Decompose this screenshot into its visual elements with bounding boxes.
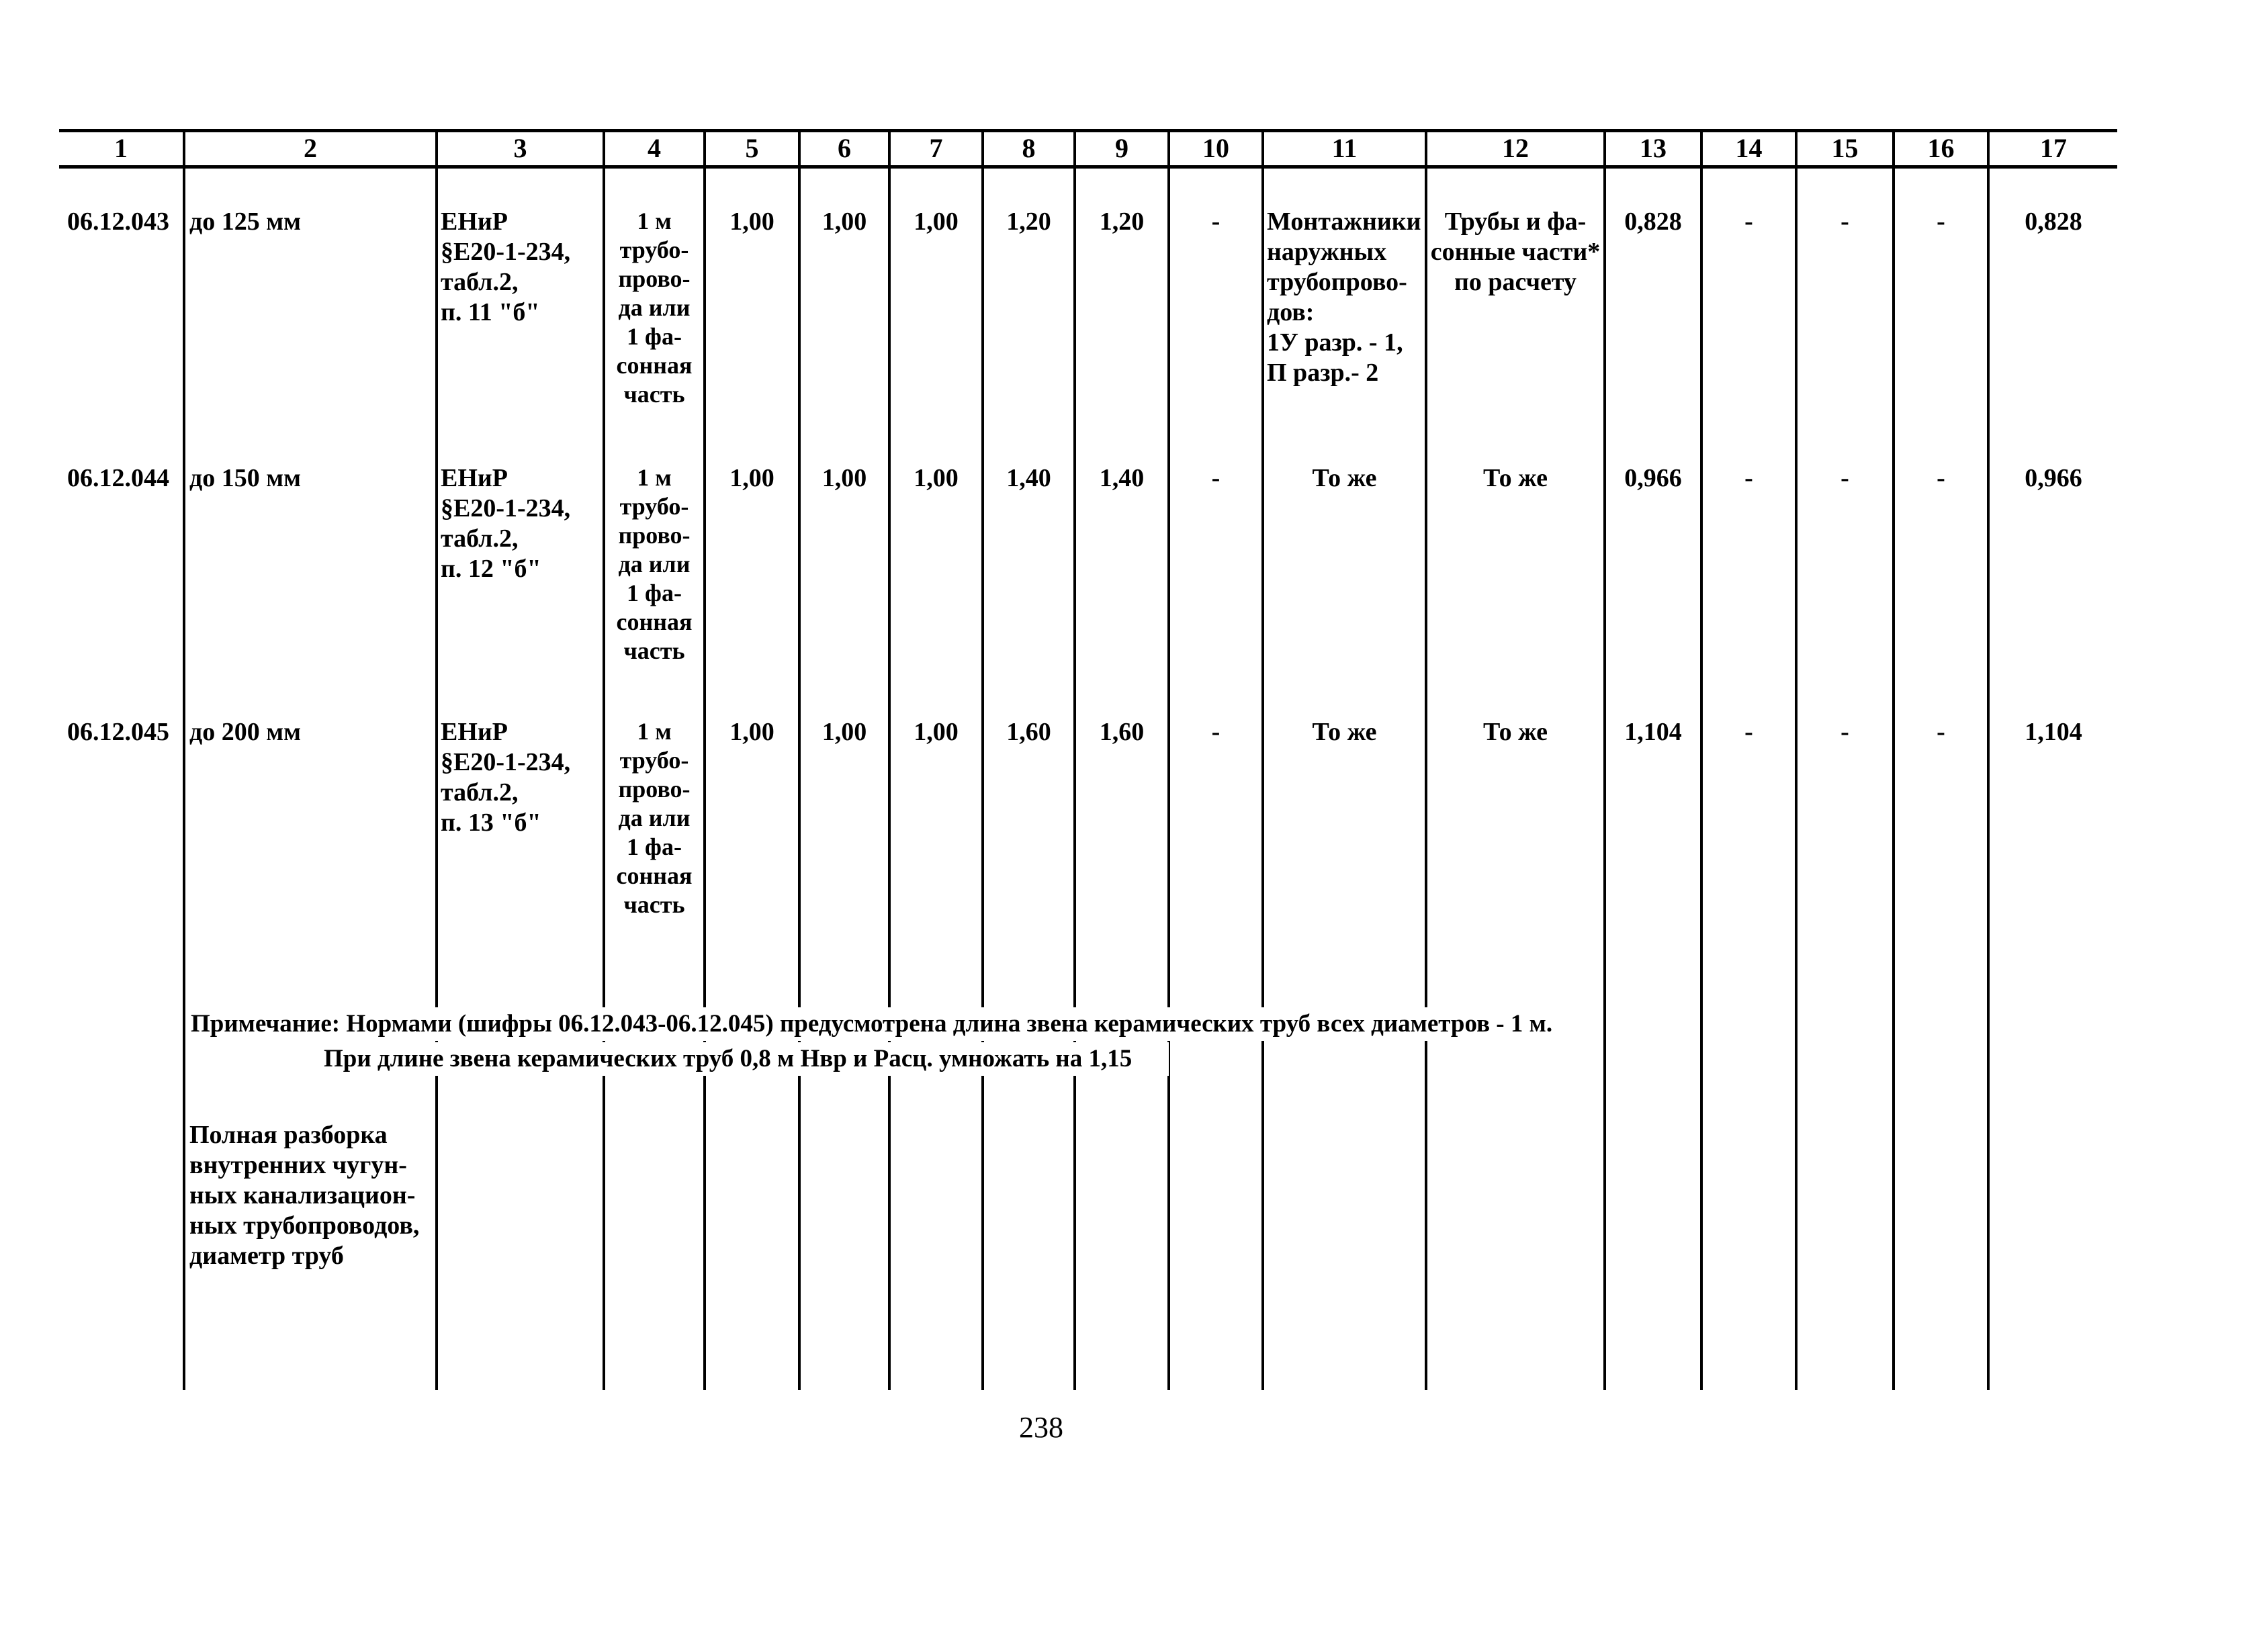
crew-composition: То же bbox=[1312, 718, 1377, 746]
labor-13: 0,828 bbox=[1624, 208, 1682, 236]
column-header: 17 bbox=[2040, 133, 2067, 163]
column-header: 6 bbox=[838, 133, 851, 163]
column-header: 13 bbox=[1640, 133, 1667, 163]
column-header: 8 bbox=[1022, 133, 1036, 163]
column-header: 10 bbox=[1202, 133, 1229, 163]
labor-13: 1,104 bbox=[1624, 718, 1682, 746]
column-header: 11 bbox=[1331, 133, 1358, 163]
crew-composition: Монтажники наружных трубопрово- дов: 1У разр. - 1, П разр.- 2 bbox=[1267, 208, 1421, 387]
coefficient-5: 1,00 bbox=[729, 464, 774, 492]
coefficient-10: - bbox=[1211, 208, 1221, 236]
column-divider bbox=[1892, 129, 1895, 1390]
coefficient-7: 1,00 bbox=[914, 718, 959, 746]
table-top-rule bbox=[59, 129, 2117, 132]
column-divider bbox=[981, 129, 984, 1390]
pipe-diameter: до 200 мм bbox=[189, 718, 301, 746]
column-divider bbox=[183, 129, 185, 1390]
coefficient-7: 1,00 bbox=[914, 464, 959, 492]
value-15: - bbox=[1840, 718, 1849, 746]
column-divider bbox=[798, 129, 801, 1390]
labor-13: 0,966 bbox=[1624, 464, 1682, 492]
column-header: 5 bbox=[745, 133, 759, 163]
source-reference: ЕНиР §Е20-1-234, табл.2, п. 13 "б" bbox=[441, 718, 571, 837]
norm-code: 06.12.044 bbox=[67, 464, 169, 492]
pipe-diameter: до 125 мм bbox=[189, 208, 301, 236]
source-reference: ЕНиР §Е20-1-234, табл.2, п. 11 "б" bbox=[441, 208, 571, 326]
norm-code: 06.12.043 bbox=[67, 208, 169, 236]
unit-of-measure: 1 м трубо- прово- да или 1 фа- сонная часть bbox=[616, 208, 693, 408]
value-15: - bbox=[1840, 208, 1849, 236]
coefficient-8: 1,40 bbox=[1006, 464, 1051, 492]
column-header: 4 bbox=[648, 133, 661, 163]
column-header: 7 bbox=[929, 133, 943, 163]
coefficient-6: 1,00 bbox=[822, 718, 867, 746]
table-note-line-2: При длине звена керамических труб 0,8 м Нвр и Расц. умножать на 1,15 bbox=[324, 1045, 1133, 1072]
unit-of-measure: 1 м трубо- прово- да или 1 фа- сонная часть bbox=[616, 464, 693, 664]
coefficient-6: 1,00 bbox=[822, 208, 867, 236]
column-divider bbox=[1700, 129, 1703, 1390]
column-divider bbox=[1167, 129, 1170, 1390]
column-divider bbox=[1425, 129, 1427, 1390]
section-heading: Полная разборка внутренних чугун- ных канализацион- ных трубопроводов, диаметр труб bbox=[189, 1121, 420, 1270]
column-divider bbox=[1987, 129, 1990, 1390]
coefficient-10: - bbox=[1211, 464, 1221, 492]
coefficient-9: 1,20 bbox=[1099, 208, 1145, 236]
crew-composition: То же bbox=[1312, 464, 1377, 492]
value-16: - bbox=[1937, 208, 1945, 236]
pipe-diameter: до 150 мм bbox=[189, 464, 301, 492]
column-header: 15 bbox=[1831, 133, 1859, 163]
total-17: 0,828 bbox=[2025, 208, 2082, 236]
column-divider bbox=[1261, 129, 1264, 1390]
column-header: 3 bbox=[513, 133, 527, 163]
column-header: 14 bbox=[1735, 133, 1763, 163]
column-header: 1 bbox=[114, 133, 128, 163]
coefficient-9: 1,60 bbox=[1099, 718, 1145, 746]
coefficient-9: 1,40 bbox=[1099, 464, 1145, 492]
coefficient-6: 1,00 bbox=[822, 464, 867, 492]
materials: Трубы и фа- сонные части* по расчету bbox=[1430, 208, 1601, 296]
column-divider bbox=[888, 129, 891, 1390]
total-17: 0,966 bbox=[2025, 464, 2082, 492]
table-note-line-1: Примечание: Нормами (шифры 06.12.043-06.12.045) предусмотрена длина звена керамических труб всех диаметров - 1 м. bbox=[191, 1010, 1553, 1038]
total-17: 1,104 bbox=[2025, 718, 2082, 746]
value-15: - bbox=[1840, 464, 1849, 492]
coefficient-8: 1,20 bbox=[1006, 208, 1051, 236]
header-bottom-rule bbox=[59, 165, 2117, 169]
unit-of-measure: 1 м трубо- прово- да или 1 фа- сонная часть bbox=[616, 718, 693, 918]
column-divider bbox=[1795, 129, 1798, 1390]
coefficient-10: - bbox=[1211, 718, 1221, 746]
materials: То же bbox=[1482, 718, 1548, 746]
coefficient-5: 1,00 bbox=[729, 718, 774, 746]
column-divider bbox=[435, 129, 438, 1390]
coefficient-8: 1,60 bbox=[1006, 718, 1051, 746]
value-14: - bbox=[1744, 464, 1753, 492]
column-header: 9 bbox=[1115, 133, 1128, 163]
coefficient-7: 1,00 bbox=[914, 208, 959, 236]
value-16: - bbox=[1937, 718, 1945, 746]
value-14: - bbox=[1744, 208, 1753, 236]
materials: То же bbox=[1482, 464, 1548, 492]
page-number: 238 bbox=[1019, 1411, 1063, 1444]
value-16: - bbox=[1937, 464, 1945, 492]
column-header: 2 bbox=[304, 133, 317, 163]
column-divider bbox=[1073, 129, 1076, 1390]
norm-code: 06.12.045 bbox=[67, 718, 169, 746]
column-divider bbox=[703, 129, 706, 1390]
column-divider bbox=[1603, 129, 1606, 1390]
coefficient-5: 1,00 bbox=[729, 208, 774, 236]
column-header: 12 bbox=[1502, 133, 1529, 163]
value-14: - bbox=[1744, 718, 1753, 746]
column-header: 16 bbox=[1927, 133, 1955, 163]
source-reference: ЕНиР §Е20-1-234, табл.2, п. 12 "б" bbox=[441, 464, 571, 583]
